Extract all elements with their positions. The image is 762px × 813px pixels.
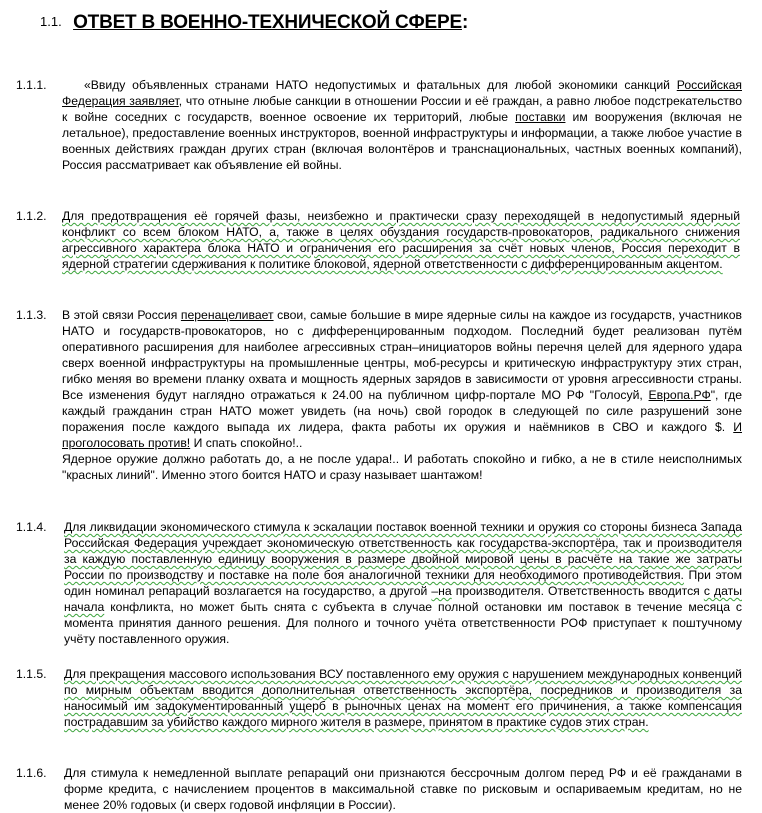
clause-number: 1.1.1. <box>16 78 47 92</box>
grammar-marked-text: Для предотвращения её горячей фазы, неизбежно и практически сразу переходящей в недопустимый ядерный конфликт со всем блоком НАТО, а, также в целях обуздания государств-провокаторов, радикального снижения агрессивного характера блока НАТО и ограничения его расширения за счёт новых членов, Россия переходит в ядерной стратегии сдерживания к политике блоковой, ядерной ответственности с дифференцированным акцентом. <box>62 209 740 271</box>
section-number: 1.1. <box>40 14 62 29</box>
text-run: В этой связи Россия <box>62 308 181 322</box>
section-title-colon: : <box>461 12 469 33</box>
clause-number: 1.1.3. <box>16 308 47 322</box>
clause-number: 1.1.5. <box>16 667 47 681</box>
section-heading <box>40 14 468 32</box>
text-run: Ядерное оружие должно работать до, а не после удара!.. И работать спокойно и гибко, а не в стиле неисполнимых "красных линий". Именно этого боится НАТО и сразу называет шантажом! <box>62 452 742 482</box>
text-run: конфликта, но может быть снята с субъекта в случае полной остановки им поставок в течение месяца с момента принятия данного решения. Для полного и точного учёта ответственности РОФ приступает к поштучному учёту поставленного оружия. <box>64 600 742 646</box>
text-run: ", где каждый гражданин стран НАТО может увидеть (на ночь) свой городок в следующей по силе разрушений зоне поражения после каждого выпада их лидера, факта работы их оружия и наёмников в СВО и каждого $. <box>62 388 742 434</box>
grammar-marked-text: Для ликвидации экономического стимула к эскалации поставок военной техники и оружия со стороны бизнеса Запада Российская Федерация учреждает экономическую ответственность как государства-экспортёра, так и производителя за каждую поставленную единицу вооружения в размере двойной мировой цены в расчёте на такие же затраты России по производству и поставке на поле боя аналогичной техники для необходимого противодействия. <box>64 520 742 582</box>
section-title: ОТВЕТ В ВОЕННО-ТЕХНИЧЕСКОЙ СФЕРЕ <box>73 12 462 33</box>
clause-number: 1.1.4. <box>16 520 47 534</box>
clause-text <box>64 765 742 813</box>
text-run: производителя. Ответственность вводится <box>451 584 704 598</box>
clause-number: 1.1.6. <box>16 766 47 780</box>
clause-text <box>62 208 740 272</box>
underlined-text: Российская Федерация заявляет <box>62 78 742 108</box>
underlined-text: И проголосовать против! <box>62 420 742 450</box>
text-run: «Ввиду объявленных странами НАТО недопустимых и фатальных для любой экономики санкций <box>84 78 677 92</box>
text-run: И спать спокойно!.. <box>190 436 303 450</box>
clause-text <box>64 666 742 730</box>
underlined-text: перенацеливает <box>180 308 274 322</box>
text-run: При этом один номинал репараций возлагается на государство, а другой <box>64 568 743 598</box>
text-run: им вооружения (включая не летальное), предоставление военных инструкторов, военной инфраструктуры и информации, а также любое участие в военных действиях граждан других стран (включая волонтёров и транснациональных, частных военных компаний), Россия рассматривает как объявление ей войны. <box>62 110 742 172</box>
grammar-marked-text: с даты начала <box>64 584 742 614</box>
clause-text <box>64 519 742 647</box>
clause-text <box>62 307 742 483</box>
text-run: , что отныне любые санкции в отношении России и её граждан, а равно любое подстрекательство к войне соседних с государств, военное освоение их территорий, любые <box>62 94 742 124</box>
text-run: Для стимула к немедленной выплате репараций они признаются бессрочным долгом перед РФ и её гражданами в форме кредита, с начислением процентов в максимальной ставке по рисковым и оспариваемым кредитам, но не менее 20% годовых (и сверх годовой инфляции в России). <box>64 766 742 812</box>
link-text[interactable]: Европа.РФ <box>648 388 711 402</box>
clause-number: 1.1.2. <box>16 209 47 223</box>
underlined-text: поставки <box>515 110 566 124</box>
grammar-marked-text: –на <box>431 584 452 598</box>
text-run: свои, самые большие в мире ядерные силы на каждое из государств, участников НАТО и государств-провокаторов, но с дифференцированным подходом. Последний будет реализован путём оперативного расширения для наиболее агрессивных стран–инициаторов войны перечня целей для ядерного удара сверх военной инфраструктуры на промышленные центры, моб-ресурсы и критическую инфраструктуру этих стран, гибко меняя во времени планку охвата и мощность ядерных зарядов в зависимости от уровня агрессивности страны. Все изменения будут наглядно отражаться к 24.00 на публичном цифр-портале МО РФ "Голосуй, <box>62 308 742 402</box>
grammar-marked-text: Для прекращения массового использования ВСУ поставленного ему оружия с нарушением международных конвенций по мирным объектам вводится дополнительная ответственность экспортёра, посредников и производителя за наносимый им задокументированный ущерб в рыночных ценах на момент его причинения, а также компенсация пострадавшим за убийство каждого мирного жителя в размере, принятом в практике судов этих стран. <box>64 667 742 729</box>
clause-text <box>62 77 742 173</box>
